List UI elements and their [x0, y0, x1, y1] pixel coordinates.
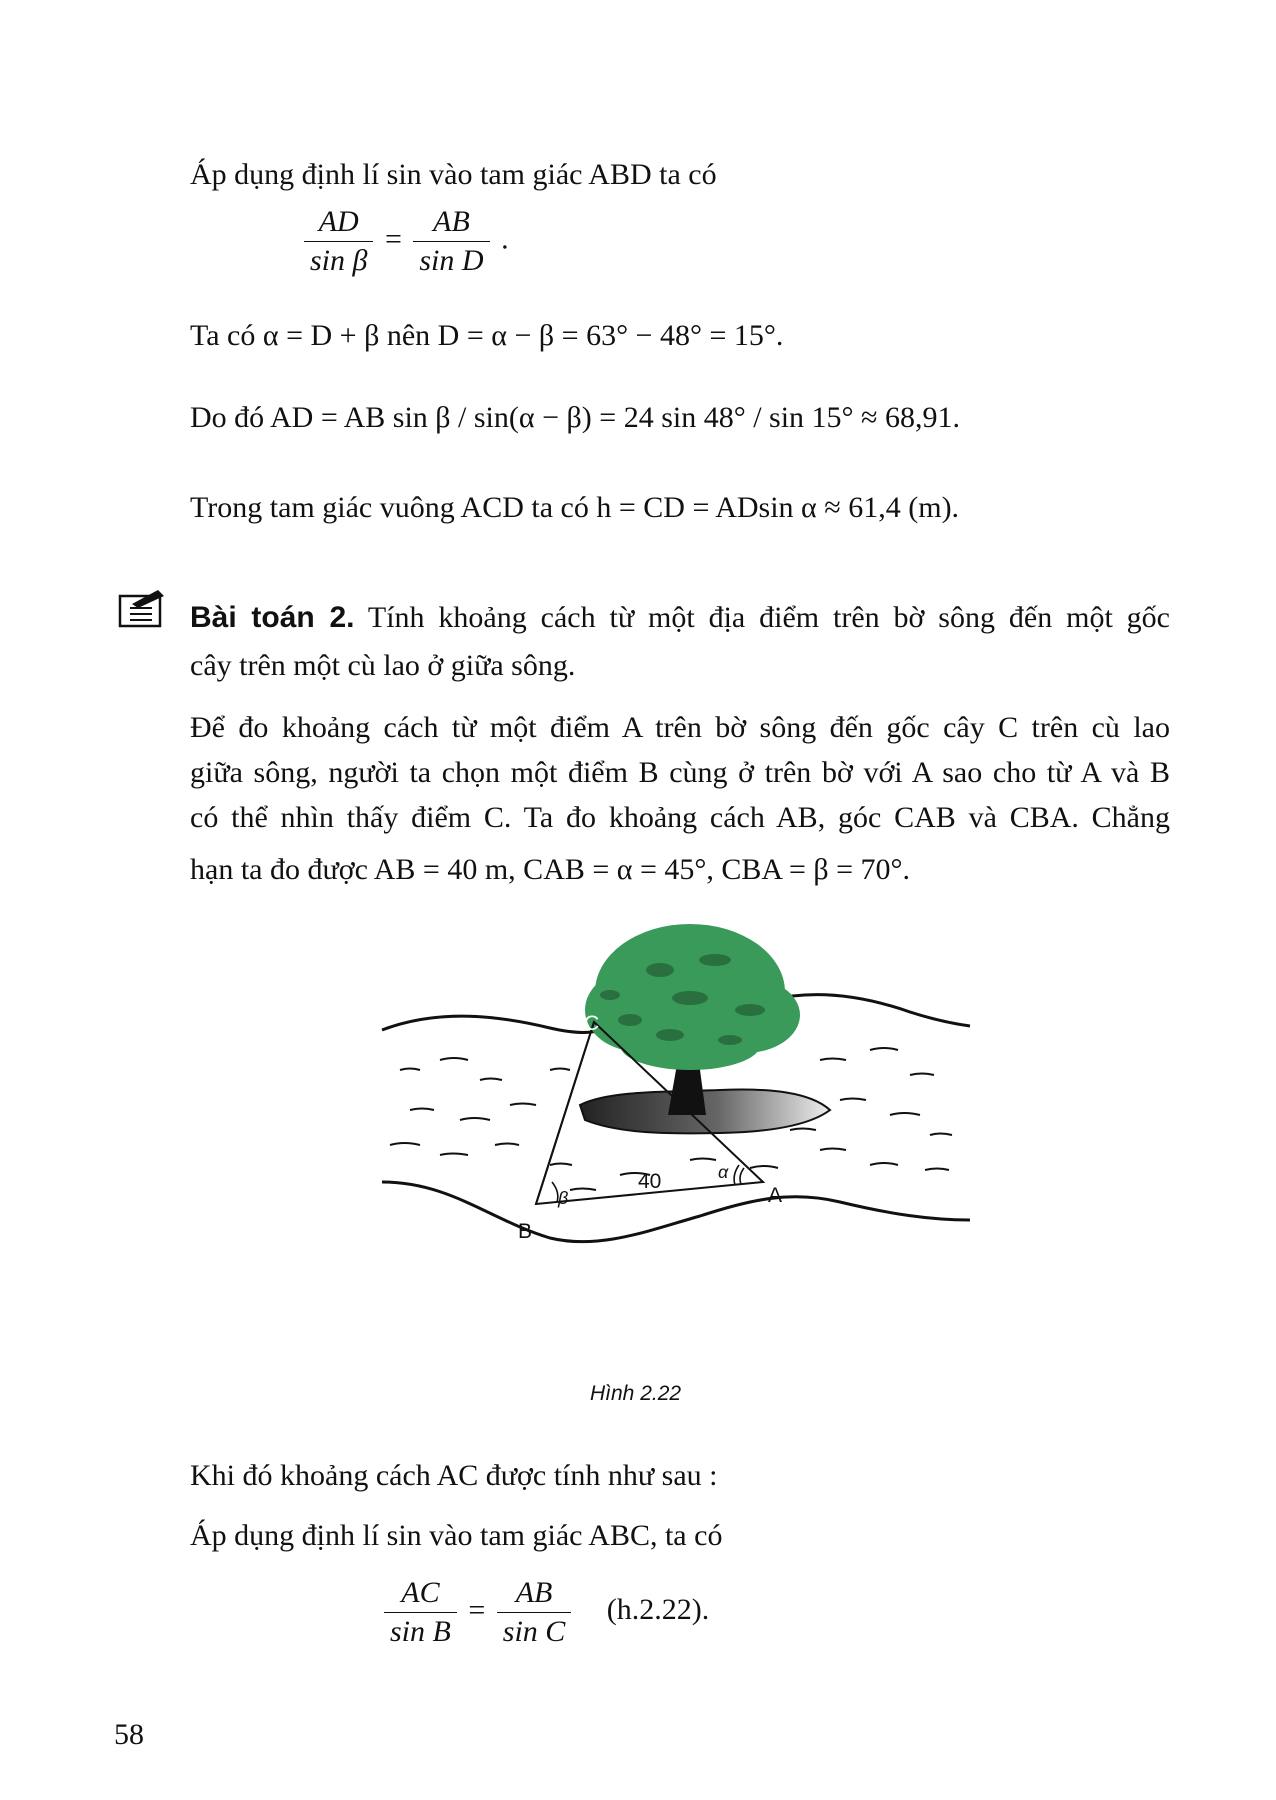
label-alpha: α [718, 1162, 729, 1182]
formula-ac-over-sinb: $\frac{AC}{\text{sin B}}$ = $\frac{AB}{\text{sin C}}$ (h.2.22). [380, 1576, 709, 1649]
numerator: AB [497, 1576, 572, 1613]
text-line-1 [190, 157, 717, 193]
numerator: AC [384, 1576, 457, 1613]
paragraph-line-3 [190, 800, 1170, 836]
label-b: B [518, 1220, 533, 1243]
upper-bank-right [770, 995, 970, 1026]
figure-reference: (h.2.22). [606, 1593, 710, 1627]
fraction [413, 205, 489, 278]
paragraph-line-2 [190, 755, 1170, 791]
sentence: cây trên một cù lao ở giữa sông. [190, 649, 576, 682]
label-a: A [768, 1184, 783, 1207]
sentence: có thể nhìn thấy điểm C. Ta đo khoảng cách AB, góc CAB và CBA. Chẳng [190, 801, 1170, 834]
text-line-after-figure-2 [190, 1518, 722, 1554]
sentence: Trong tam giác vuông ACD ta có h = CD = ADsin α ≈ 61,4 (m). [190, 491, 960, 524]
text-line-3 [190, 318, 783, 354]
sentence: hạn ta đo được AB = 40 m, CAB = α = 45°, CBA = β = 70°. [190, 853, 911, 886]
text-line-5 [190, 490, 959, 526]
upper-bank [382, 1016, 610, 1032]
label-c: C [584, 1012, 600, 1035]
denominator: sin B [390, 1615, 451, 1648]
paragraph-line-4 [190, 852, 910, 888]
sentence: Tính khoảng cách từ một địa điểm trên bờ sông đến một gốc [367, 601, 1170, 634]
problem-statement-line-2 [190, 648, 575, 684]
paragraph-line-1 [190, 710, 1170, 746]
sentence: Khi đó khoảng cách AC được tính như sau : [190, 1459, 718, 1492]
sentence: Do đó AD = AB sin β / sin(α − β) = 24 sin 48° / sin 15° ≈ 68,91. [190, 401, 961, 434]
figure-river-tree [370, 920, 980, 1330]
pencil-notepad-icon [118, 588, 166, 628]
problem-title: Bài toán 2. [190, 601, 355, 634]
sentence: Áp dụng định lí sin vào tam giác ABC, ta có [190, 1519, 723, 1552]
page-number: 58 [114, 1718, 144, 1751]
text-line-4 [190, 400, 960, 436]
sentence: giữa sông, người ta chọn một điểm B cùng ở trên bờ với A sao cho từ A và B [190, 756, 1170, 789]
numerator: AD [304, 205, 373, 242]
fraction [304, 205, 373, 278]
denominator: sin D [419, 244, 484, 277]
fraction [497, 1576, 572, 1649]
fraction [384, 1576, 457, 1649]
sentence: Áp dụng định lí sin vào tam giác ABD ta có [190, 158, 717, 191]
sentence: Để đo khoảng cách từ một điểm A trên bờ sông đến gốc cây C trên cù lao [190, 711, 1170, 744]
numerator: AB [413, 205, 489, 242]
label-beta: β [558, 1188, 569, 1208]
problem-statement-line-1 [190, 600, 1170, 636]
label-distance: 40 [638, 1170, 662, 1193]
sentence: Ta có α = D + β nên D = α − β = 63° − 48° = 15°. [190, 319, 784, 352]
denominator: sin C [502, 1615, 566, 1648]
tree-canopy [585, 924, 800, 1070]
text-line-after-figure-1 [190, 1458, 717, 1494]
figure-caption: Hình 2.22 [590, 1382, 682, 1405]
denominator: sin β [310, 244, 368, 277]
formula-ad-over-sinbeta: $\frac{AD}{\text{sin β}}$ = $\frac{AB}{\text{sin D}}$ . [300, 205, 509, 278]
